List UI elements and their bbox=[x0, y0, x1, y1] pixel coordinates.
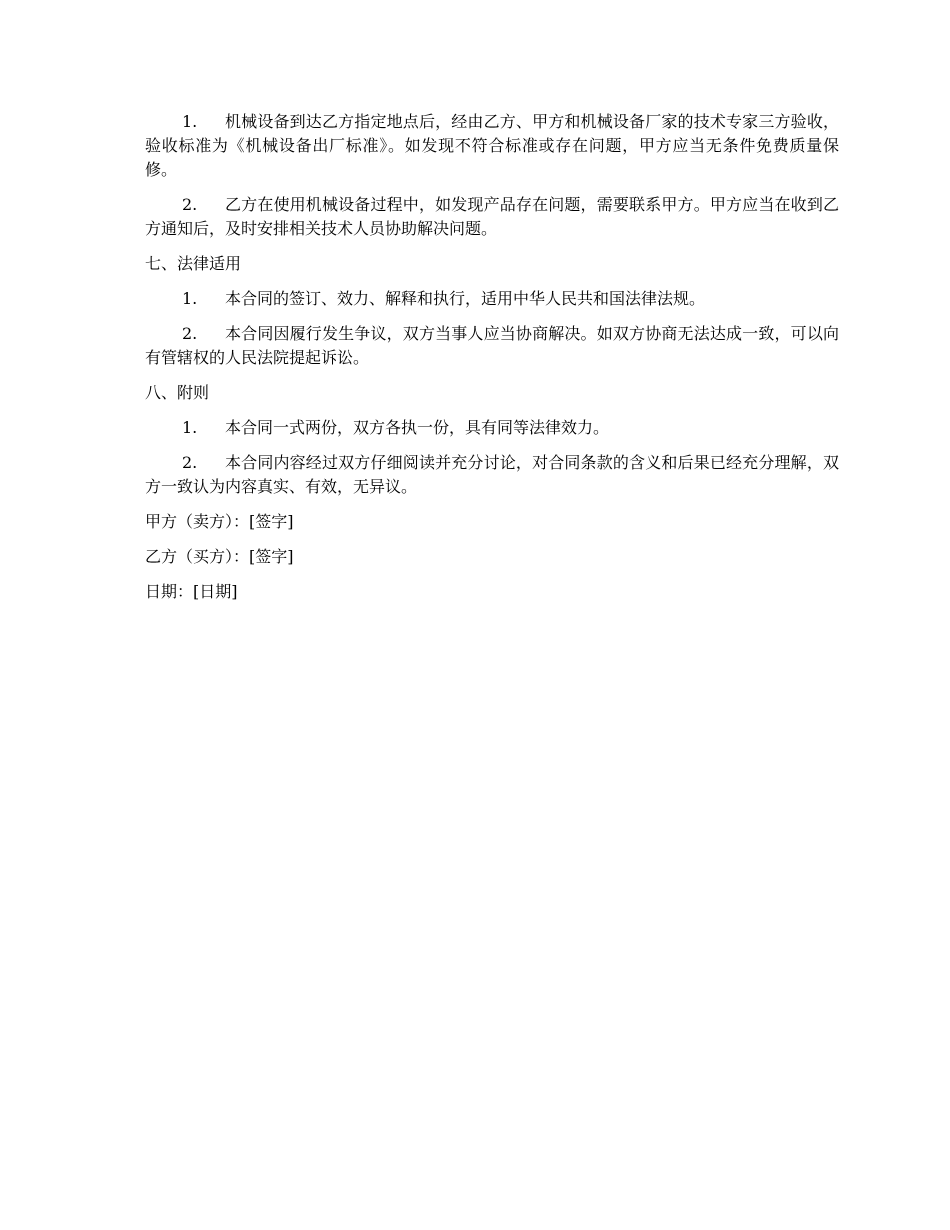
clause-text: 乙方在使用机械设备过程中，如发现产品存在问题，需要联系甲方。甲方应当在收到乙方通知后，及时安排相关技术人员协助解决问题。 bbox=[145, 195, 839, 238]
clause-item bbox=[145, 416, 839, 440]
section-heading-appendix: 八、附则 bbox=[145, 383, 210, 402]
clause-text: 本合同内容经过双方仔细阅读并充分讨论，对合同条款的含义和后果已经充分理解，双方一致认为内容真实、有效，无异议。 bbox=[145, 453, 839, 496]
clause-item bbox=[145, 451, 839, 499]
clause-number: 2. bbox=[182, 453, 198, 472]
clause-number: 1. bbox=[182, 289, 198, 308]
party-a-signature: 甲方（卖方）：[签字] bbox=[145, 512, 294, 531]
clause-item bbox=[145, 287, 839, 311]
clause-text: 机械设备到达乙方指定地点后，经由乙方、甲方和机械设备厂家的技术专家三方验收，验收标准为《机械设备出厂标准》。如发现不符合标准或存在问题，甲方应当无条件免费质量保修。 bbox=[145, 112, 839, 179]
signature-date: 日期：[日期] bbox=[145, 582, 238, 601]
section-heading-law: 七、法律适用 bbox=[145, 254, 242, 273]
clause-number: 2. bbox=[182, 195, 198, 214]
clause-number: 1. bbox=[182, 418, 198, 437]
clause-text: 本合同一式两份，双方各执一份，具有同等法律效力。 bbox=[225, 418, 610, 437]
clause-text: 本合同因履行发生争议，双方当事人应当协商解决。如双方协商无法达成一致，可以向有管辖权的人民法院提起诉讼。 bbox=[145, 324, 839, 367]
clause-item bbox=[145, 110, 839, 182]
clause-number: 2. bbox=[182, 324, 198, 343]
clause-item bbox=[145, 322, 839, 370]
document-body bbox=[145, 110, 839, 615]
clause-item bbox=[145, 193, 839, 241]
party-b-signature: 乙方（买方）：[签字] bbox=[145, 547, 294, 566]
clause-text: 本合同的签订、效力、解释和执行，适用中华人民共和国法律法规。 bbox=[225, 289, 706, 308]
clause-number: 1. bbox=[182, 112, 198, 131]
